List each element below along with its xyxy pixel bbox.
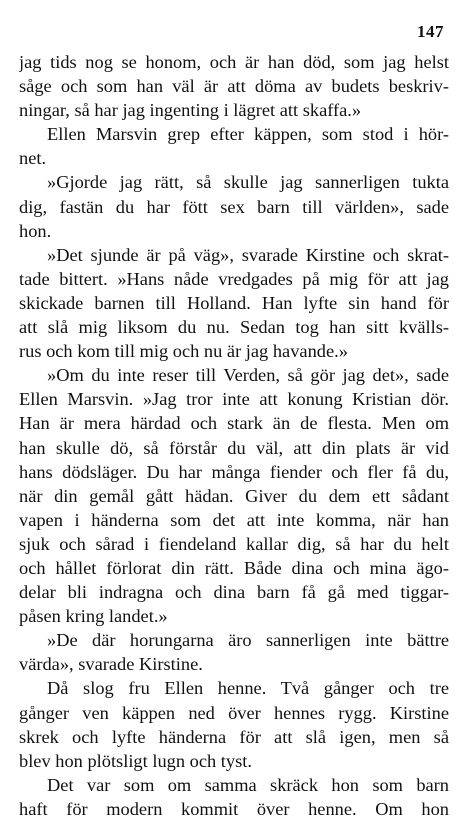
text-line: såge och som han väl är att döma av budets beskriv- (19, 76, 449, 97)
text-line: Det var som om samma skräck hon som barn (47, 774, 449, 795)
text-line: vapen i händerna som det att inte komma, när han (19, 509, 449, 530)
body-text (19, 50, 449, 821)
text-line: Ellen Marsvin grep efter käppen, som stod i hör- (47, 124, 449, 145)
text-line: rus och kom till mig och nu är jag havande.» (19, 341, 348, 362)
text-line: delar bli indragna och dina barn få gå med tiggar- (19, 582, 449, 603)
text-line: »Det sjunde är på väg», svarade Kirstine och skrat- (47, 244, 449, 265)
text-line: Han är mera härdad och stark än de flesta. Men om (19, 413, 449, 434)
text-line: sjuk och sårad i fiendeland kallar dig, så har du helt (19, 533, 449, 554)
text-line: dig, fastän du har fött sex barn till världen», sade (19, 196, 449, 217)
text-line: »De där horungarna äro sannerligen inte bättre (47, 630, 449, 651)
text-line: blev hon plötsligt lugn och tyst. (19, 750, 252, 771)
text-line: att slå mig liksom du nu. Sedan tog han sitt kvälls- (19, 317, 449, 338)
text-line: skickade barnen till Holland. Han lyfte sin hand för (19, 292, 449, 313)
text-line: net. (19, 148, 47, 169)
text-line: Då slog fru Ellen henne. Två gånger och tre (47, 678, 449, 699)
page-number: 147 (417, 22, 444, 41)
text-line: skrek och lyfte händerna för att slå igen, men så (19, 726, 449, 747)
text-line: värda», svarade Kirstine. (19, 654, 203, 675)
text-line: gånger ven käppen ned över hennes rygg. Kirstine (19, 702, 449, 723)
text-line: »Om du inte reser till Verden, så gör jag det», sade (47, 365, 449, 386)
text-line: hans dödsläger. Du har många fiender och fler få du, (19, 461, 449, 482)
text-line: och hållet förlorat din rätt. Både dina och mina ägo- (19, 557, 449, 578)
text-line: han skulle dö, så förstår du väl, att din plats är vid (19, 437, 449, 458)
text-line: haft för modern kommit över henne. Om hon (19, 798, 449, 819)
text-line: Ellen Marsvin. »Jag tror inte att konung Kristian dör. (19, 389, 449, 410)
text-line: tade bittert. »Hans nåde vredgades på mig för att jag (19, 268, 449, 289)
text-line: när din gemål gått hädan. Giver du dem ett sådant (19, 485, 449, 506)
text-line: jag tids nog se honom, och är han död, som jag helst (19, 52, 449, 72)
text-line: »Gjorde jag rätt, så skulle jag sannerligen tukta (47, 172, 449, 193)
text-line: hon. (19, 220, 52, 241)
text-line: ningar, så har jag ingenting i lägret att skaffa.» (19, 100, 362, 121)
text-line: påsen kring landet.» (19, 606, 168, 627)
